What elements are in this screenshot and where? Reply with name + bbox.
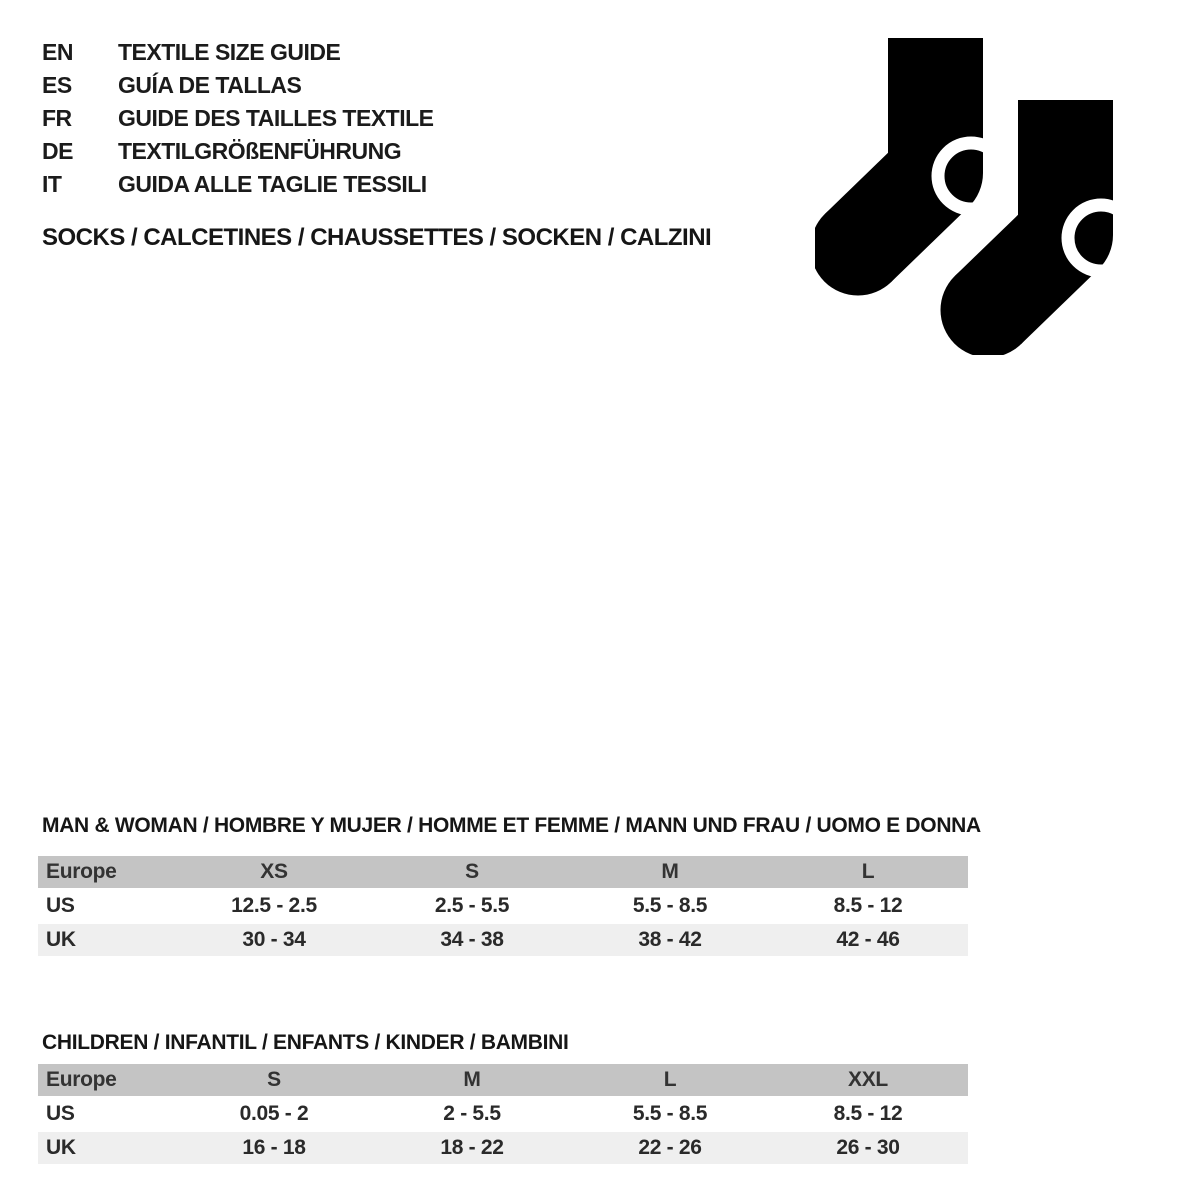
column-header-size: S — [465, 860, 479, 883]
table-cell: 18 - 22 — [440, 1136, 504, 1159]
size-table-man-woman — [38, 856, 968, 958]
column-header-size: L — [861, 860, 875, 883]
product-category-heading: SOCKS / CALCETINES / CHAUSSETTES / SOCKEN / CALZINI — [42, 224, 712, 251]
column-header-size: L — [663, 1068, 677, 1091]
size-table-children — [38, 1064, 968, 1166]
table-cell: 12.5 - 2.5 — [231, 894, 317, 917]
socks-icon — [815, 30, 1115, 355]
table-title-children: CHILDREN / INFANTIL / ENFANTS / KINDER / BAMBINI — [42, 1031, 569, 1054]
row-label: US — [46, 894, 75, 917]
table-cell: 26 - 30 — [836, 1136, 900, 1159]
column-header-size: XS — [260, 860, 288, 883]
language-list — [42, 36, 434, 201]
table-row-uk — [38, 924, 968, 956]
table-cell: 8.5 - 12 — [833, 1102, 903, 1125]
language-row-en — [42, 36, 434, 69]
table-cell: 2 - 5.5 — [443, 1102, 501, 1125]
table-cell: 30 - 34 — [242, 928, 306, 951]
column-header-region: Europe — [46, 1068, 117, 1091]
table-cell: 8.5 - 12 — [833, 894, 903, 917]
column-header-size: S — [267, 1068, 281, 1091]
table-cell: 2.5 - 5.5 — [434, 894, 510, 917]
language-label: GUIDA ALLE TAGLIE TESSILI — [118, 171, 427, 197]
column-header-region: Europe — [46, 860, 117, 883]
language-label: GUÍA DE TALLAS — [118, 72, 302, 98]
language-label: TEXTILE SIZE GUIDE — [118, 39, 341, 65]
table-cell: 0.05 - 2 — [239, 1102, 309, 1125]
table-row-us — [38, 890, 968, 922]
language-code: FR — [42, 105, 72, 131]
language-label: GUIDE DES TAILLES TEXTILE — [118, 105, 434, 131]
language-code: EN — [42, 39, 73, 65]
table-header-row — [38, 1064, 968, 1096]
column-header-size: M — [463, 1068, 481, 1091]
language-row-fr — [42, 102, 434, 135]
column-header-size: M — [661, 860, 679, 883]
language-code: DE — [42, 138, 73, 164]
table-row-uk — [38, 1132, 968, 1164]
row-label: US — [46, 1102, 75, 1125]
table-cell: 5.5 - 8.5 — [632, 1102, 708, 1125]
table-cell: 16 - 18 — [242, 1136, 306, 1159]
table-cell: 42 - 46 — [836, 928, 900, 951]
table-row-us — [38, 1098, 968, 1130]
language-row-es — [42, 69, 434, 102]
table-cell: 34 - 38 — [440, 928, 504, 951]
column-header-size: XXL — [848, 1068, 888, 1091]
row-label: UK — [46, 928, 76, 951]
table-header-row — [38, 856, 968, 888]
table-title-man-woman: MAN & WOMAN / HOMBRE Y MUJER / HOMME ET FEMME / MANN UND FRAU / UOMO E DONNA — [42, 814, 981, 837]
language-label: TEXTILGRÖßENFÜHRUNG — [118, 138, 402, 164]
language-code: ES — [42, 72, 72, 98]
row-label: UK — [46, 1136, 76, 1159]
table-cell: 5.5 - 8.5 — [632, 894, 708, 917]
language-code: IT — [42, 171, 62, 197]
table-cell: 38 - 42 — [638, 928, 702, 951]
table-cell: 22 - 26 — [638, 1136, 702, 1159]
language-row-de — [42, 135, 434, 168]
language-row-it — [42, 168, 434, 201]
